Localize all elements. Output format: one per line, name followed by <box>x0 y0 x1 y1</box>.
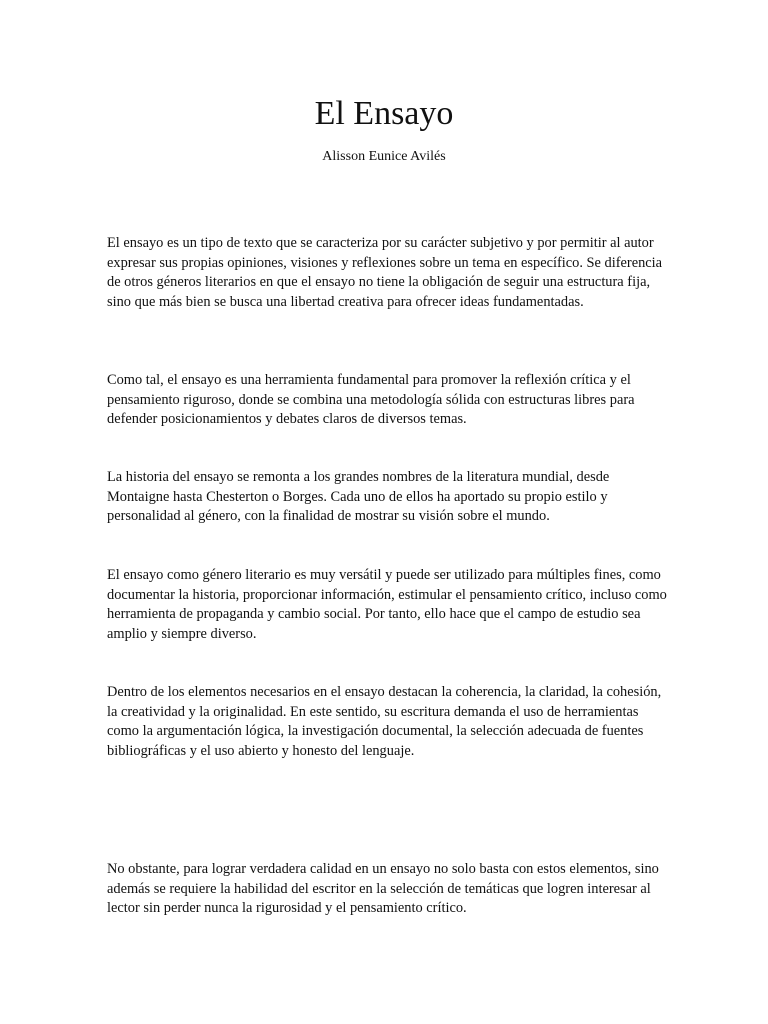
paragraph-2: Como tal, el ensayo es una herramienta fundamental para promover la reflexión crítica y el pensamiento riguroso, donde se combina una metodología sólida con estructuras libres para defender posicionamientos y debates claros de diversos temas. <box>107 372 635 428</box>
paragraph-6: No obstante, para lograr verdadera calidad en un ensayo no solo basta con estos elementos, sino además se requiere la habilidad del escritor en la selección de temáticas que logren interesar al lector sin perder nunca la rigurosidad y el pensamiento crítico. <box>107 861 659 917</box>
document-author: Alisson Eunice Avilés <box>322 149 446 164</box>
paragraph-3: La historia del ensayo se remonta a los grandes nombres de la literatura mundial, desde Montaigne hasta Chesterton o Borges. Cada uno de ellos ha aportado su propio estilo y personalidad al género, con la finalidad de mostrar su visión sobre el mundo. <box>107 469 610 525</box>
paragraph-5: Dentro de los elementos necesarios en el ensayo destacan la coherencia, la claridad, la cohesión, la creatividad y la originalidad. En este sentido, su escritura demanda el uso de herramientas como la argumentación lógica, la investigación documental, la selección adecuada de fuentes bibliográficas y el uso abierto y honesto del lenguaje. <box>107 684 662 759</box>
paragraph-1: El ensayo es un tipo de texto que se caracteriza por su carácter subjetivo y por permitir al autor expresar sus propias opiniones, visiones y reflexiones sobre un tema en específico. Se diferencia de otros géneros literarios en que el ensayo no tiene la obligación de seguir una estructura fija, sino que más bien se busca una libertad creativa para ofrecer ideas fundamentadas. <box>107 235 663 310</box>
document-title: El Ensayo <box>314 95 454 132</box>
paragraph-4: El ensayo como género literario es muy versátil y puede ser utilizado para múltiples fines, como documentar la historia, proporcionar información, estimular el pensamiento crítico, incluso como herramienta de propaganda y cambio social. Por tanto, ello hace que el campo de estudio sea amplio y siempre diverso. <box>107 567 667 642</box>
